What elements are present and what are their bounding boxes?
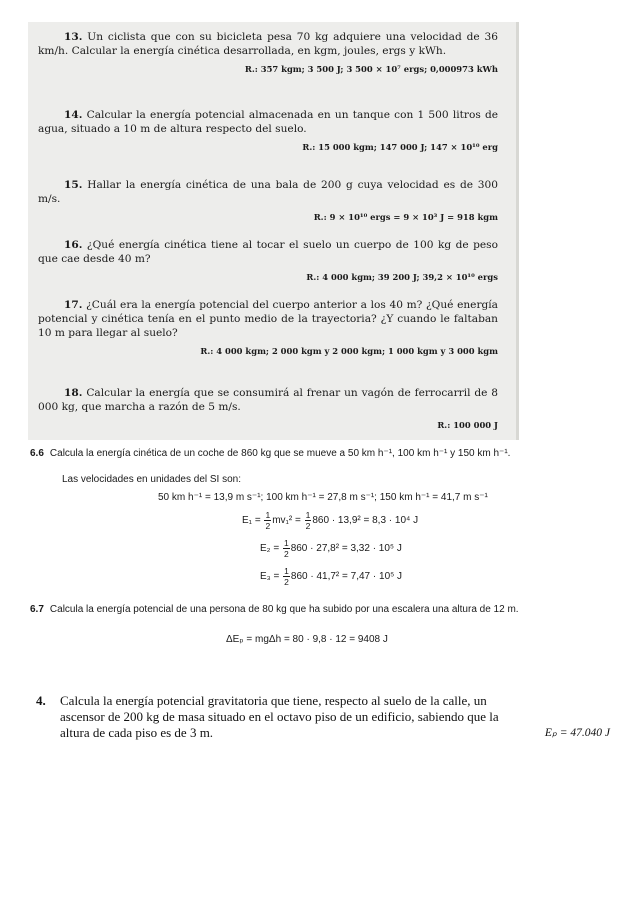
problem-answer: R.: 100 000 J	[437, 420, 498, 430]
problem-4	[36, 693, 610, 741]
problem-text: Calcular la energía que se consumirá al frenar un vagón de ferrocarril de 8 000 kg, que marcha a razón de 5 m/s.	[38, 387, 499, 413]
problem-number: 14.	[64, 109, 83, 121]
problem-answer: R.: 15 000 kgm; 147 000 J; 147 × 10¹⁰ erg	[302, 142, 498, 152]
problem-13	[38, 30, 498, 76]
e1-mid: mv₁² =	[272, 515, 301, 527]
problem-text: Un ciclista que con su bicicleta pesa 70 kg adquiere una velocidad de 36 km/h. Calcular la energía cinética desarrollada, en kgm, joules, ergs y kWh.	[38, 31, 498, 57]
equation-delta-ep: ΔEₚ = mgΔh = 80 · 9,8 · 12 = 9408 J	[226, 634, 388, 645]
problem-number: 16.	[64, 239, 83, 251]
problem-answer: R.: 9 × 10¹⁰ ergs = 9 × 10³ J = 918 kgm	[313, 212, 498, 222]
equation-e3	[260, 566, 402, 587]
e2-lhs: E₂ =	[260, 543, 280, 555]
exercise-6-6-statement	[30, 448, 630, 459]
problem-text: Calcula la energía potencial gravitatoria que tiene, respecto al suelo de la calle, un ascensor de 200 kg de masa situado en el octavo piso de un edificio, sabiendo que la altura de cada piso es de 3 m.	[60, 693, 499, 740]
fraction: $\frac{1}{2}$	[283, 538, 289, 559]
problem-14	[38, 108, 498, 154]
problem-17	[38, 298, 498, 358]
problem-text: Hallar la energía cinética de una bala de 200 g cuya velocidad es de 300 m/s.	[38, 179, 498, 205]
problem-number: 15.	[64, 179, 83, 191]
fraction: $\frac{1}{2}$	[284, 566, 289, 587]
exercise-text: Calcula la energía cinética de un coche de 860 kg que se mueve a 50 km h⁻¹, 100 km h⁻¹ y 150 km h⁻¹.	[49, 448, 511, 459]
scanned-problems-block	[28, 22, 516, 440]
problem-text: Calcular la energía potencial almacenada en un tanque con 1 500 litros de agua, situado a 10 m de altura respecto del suelo.	[38, 109, 498, 135]
problem-answer: R.: 357 kgm; 3 500 J; 3 500 × 10⁷ ergs; 0,000973 kWh	[244, 64, 498, 74]
problem-text: ¿Qué energía cinética tiene al tocar el suelo un cuerpo de 100 kg de peso que cae desde 40 m?	[38, 239, 498, 265]
exercise-number: 6.7	[30, 604, 44, 615]
exercise-number: 6.6	[30, 448, 44, 459]
exercise-text: Calcula la energía potencial de una persona de 80 kg que ha subido por una escalera una altura de 12 m.	[49, 604, 519, 615]
problem-answer: R.: 4 000 kgm; 2 000 kgm y 2 000 kgm; 1 000 kgm y 3 000 kgm	[200, 346, 498, 356]
problem-number: 17.	[64, 299, 83, 311]
problem-answer: Eₚ = 47.040 J	[544, 727, 610, 739]
problem-answer: R.: 4 000 kgm; 39 200 J; 39,2 × 10¹⁰ ergs	[306, 272, 498, 282]
problem-15	[38, 178, 498, 224]
e1-rhs: 860 · 13,9² = 8,3 · 10⁴ J	[312, 515, 419, 527]
problem-text: ¿Cuál era la energía potencial del cuerpo anterior a los 40 m? ¿Qué energía potencial y cinética tenía en el punto medio de la trayectoria? ¿Y cuando le faltaban 10 m para llegar al suelo?	[38, 299, 498, 339]
equation-e2	[260, 538, 402, 559]
problem-number: 4.	[36, 693, 46, 708]
e2-rhs: 860 · 27,8² = 3,32 · 10⁵ J	[290, 543, 402, 555]
problem-number: 18.	[64, 387, 83, 399]
e3-lhs: E₃ =	[260, 571, 280, 583]
equation-e1	[242, 510, 418, 531]
problem-16	[38, 238, 498, 284]
problem-number: 13.	[64, 31, 83, 43]
e3-rhs: 860 · 41,7² = 7,47 · 10⁵ J	[290, 571, 403, 583]
e1-lhs: E₁ =	[242, 515, 261, 527]
fraction: $\frac{1}{2}$	[265, 510, 271, 531]
velocity-conversions: 50 km h⁻¹ = 13,9 m s⁻¹; 100 km h⁻¹ = 27,8 m s⁻¹; 150 km h⁻¹ = 41,7 m s⁻¹	[158, 492, 488, 503]
scan-edge	[516, 22, 519, 440]
fraction: $\frac{1}{2}$	[305, 510, 311, 531]
exercise-6-7-statement	[30, 604, 630, 615]
problem-18	[38, 386, 498, 432]
exercise-6-6-intro: Las velocidades en unidades del SI son:	[62, 474, 242, 485]
